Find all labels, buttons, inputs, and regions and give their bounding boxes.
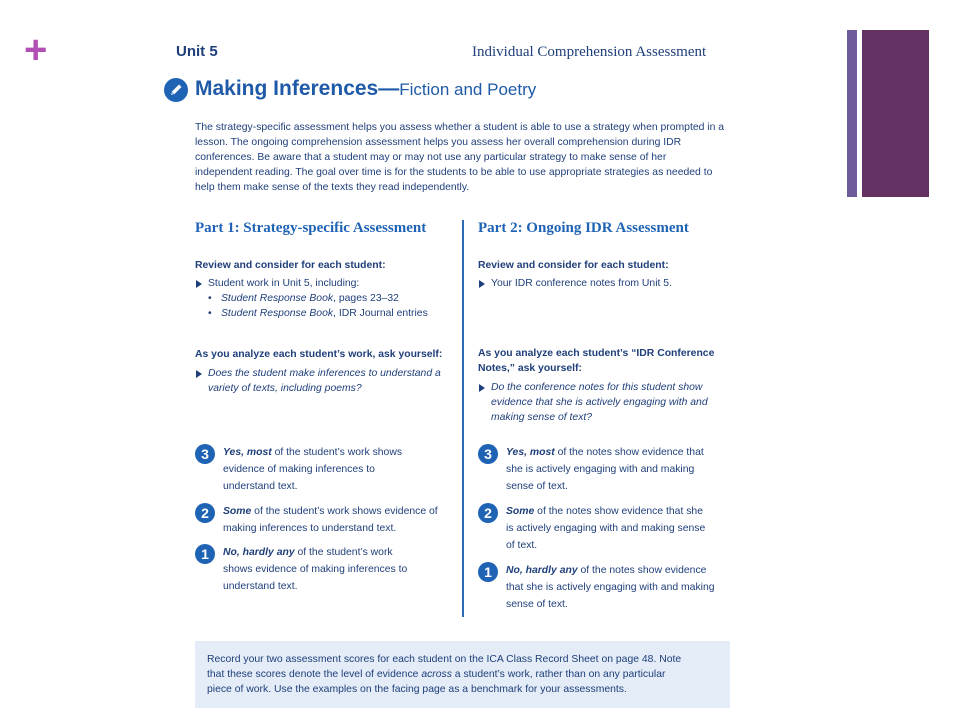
score-line: that she is actively engaging with and making [506,582,715,593]
score-line: shows evidence of making inferences to [223,564,408,575]
part2-heading: Part 2: Ongoing IDR Assessment [478,220,689,236]
pencil-icon [164,78,188,102]
part1-score-3 [195,444,457,496]
part1-review-label: Review and consider for each student: [195,260,386,271]
note-line: a student’s work, rather than on any particular [451,669,666,680]
q-line: making sense of text? [491,412,593,423]
score-lead: No, hardly any [223,547,295,558]
part2-score-3 [478,444,740,496]
part1-review [195,258,455,321]
score-badge: 3 [195,444,215,464]
score-line: evidence of making inferences to [223,464,375,475]
part1-review-item: Student work in Unit 5, including: [195,276,455,291]
assessment-type-label: Individual Comprehension Assessment [472,44,707,60]
score-line: of the notes show evidence that [554,447,704,458]
part2-ask [478,346,740,425]
score-line: she is actively engaging with and making [506,464,695,475]
score-line: of the student’s work shows evidence of [251,506,438,517]
score-badge: 2 [195,503,215,523]
score-text [506,562,715,613]
part1-sub-item-2 [195,306,455,321]
score-line: is actively engaging with and making sense [506,523,706,534]
intro-paragraph: The strategy-specific assessment helps you assess whether a student is able to use a strategy when prompted in a lesson. The ongoing comprehension assessment helps you assess her overall comprehension during IDR conferences. Be aware that a student may or may not use any particular strategy to make sense of her independent reading. The goal over time is for the students to be able to use appropriate strategies as needed to help them make sense of the texts they read independently. [195,122,725,193]
q-line: Do the conference notes for this student show [491,382,703,393]
score-line: sense of text. [506,599,568,610]
score-line: making inferences to understand text. [223,523,397,534]
score-badge: 1 [478,562,498,582]
score-line: of the notes show evidence that she [534,506,703,517]
score-lead: Some [223,506,252,517]
part2-question [478,380,740,425]
note-line: Record your two assessment scores for each student on the ICA Class Record Sheet on page 48. Note [207,654,682,665]
note-line: piece of work. Use the examples on the facing page as a benchmark for your assessments. [207,684,627,695]
score-line: of text. [506,540,538,551]
part2-review-label: Review and consider for each student: [478,260,669,271]
score-line: understand text. [223,581,298,592]
score-text [506,503,705,554]
score-badge: 2 [478,503,498,523]
score-lead: No, hardly any [506,565,578,576]
sub-item-1-detail: , pages 23–32 [333,293,399,304]
part2-review [478,258,738,291]
part1-sub-item-1 [195,291,455,306]
score-text [223,503,438,537]
score-line: of the student’s work shows [271,447,403,458]
part2-review-item: Your IDR conference notes from Unit 5. [478,276,738,291]
ask-line: As you analyze each student’s “IDR Conference [478,348,715,359]
score-line: sense of text. [506,481,568,492]
part1-ask-label: As you analyze each student’s work, ask yourself: [195,349,443,360]
score-lead: Yes, most [506,447,555,458]
part1-ask [195,347,457,396]
part1-question [195,366,457,396]
accent-bar-thin [847,30,857,197]
sub-item-2-detail: , IDR Journal entries [333,308,428,319]
q-line: variety of texts, including poems? [208,383,362,394]
score-text [506,444,704,495]
title-main: Making Inferences— [195,77,400,100]
score-line: of the notes show evidence [577,565,707,576]
record-scores-note [195,641,730,708]
sub-item-1-title: Student Response Book [221,293,334,304]
note-emphasis: across [421,669,452,680]
plus-icon: + [24,28,48,72]
title-sub: Fiction and Poetry [399,80,537,99]
score-text [223,544,407,595]
score-lead: Some [506,506,535,517]
part1-score-2 [195,503,457,539]
part1-score-1 [195,544,457,596]
score-line: understand text. [223,481,298,492]
q-line: evidence that she is actively engaging with and [491,397,708,408]
score-line: of the student’s work [294,547,393,558]
part2-ask-label [478,346,740,376]
score-lead: Yes, most [223,447,272,458]
part2-score-2 [478,503,740,555]
ask-line: Notes,” ask yourself: [478,363,582,374]
q-line: Does the student make inferences to understand a [208,368,441,379]
page-title [195,77,536,101]
part1-heading: Part 1: Strategy-specific Assessment [195,220,427,236]
score-text [223,444,402,495]
unit-label: Unit 5 [176,43,218,60]
part2-score-1 [478,562,740,614]
score-badge: 1 [195,544,215,564]
accent-bar-thick [862,30,929,197]
column-divider [462,220,464,617]
note-line: that these scores denote the level of evidence [207,669,422,680]
sub-item-2-title: Student Response Book [221,308,334,319]
score-badge: 3 [478,444,498,464]
